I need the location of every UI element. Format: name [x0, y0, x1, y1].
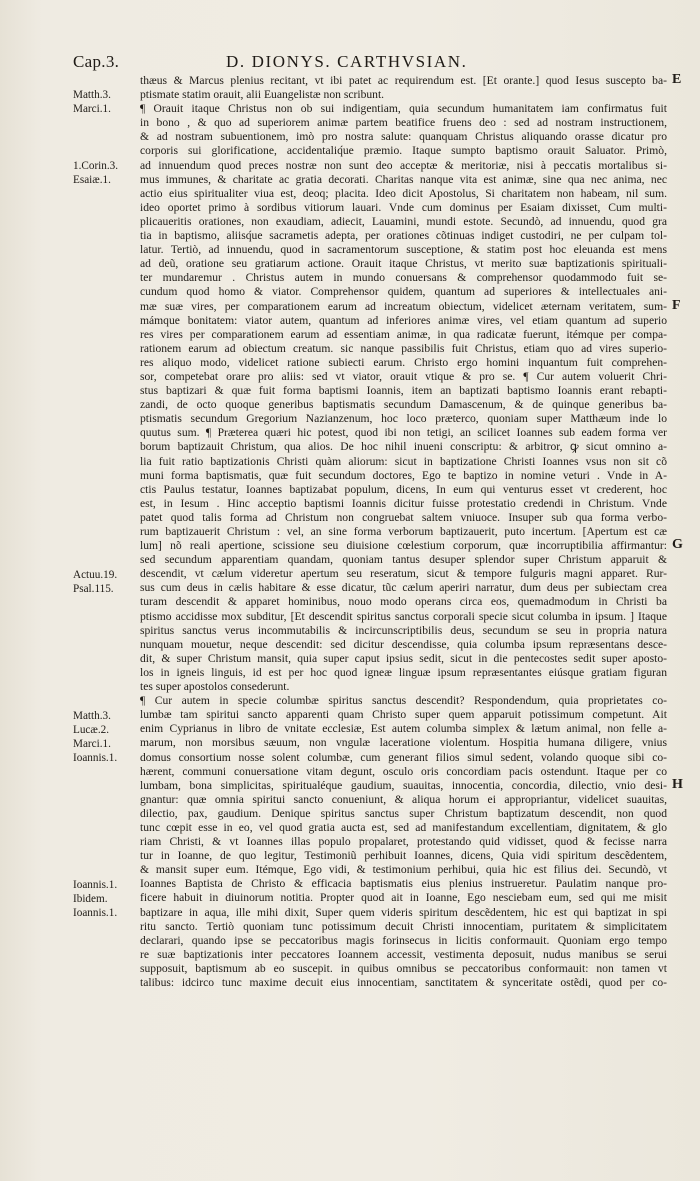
section-marker-letter: F — [672, 297, 681, 313]
section-marker-letter: E — [672, 72, 682, 87]
text-line: tunc cœpit esse in eo, vel quod gratia aucta est, sed ad manifestandum excellentiam, dignitatem, & glo — [140, 820, 667, 834]
text-line: lumbam, bona simplicitas, spiritualéque gaudium, suauitas, innocentia, concordia, dilectio, vnio desi- — [140, 778, 667, 792]
section-marker-letter: G — [672, 537, 683, 553]
margin-reference: Psal.115. — [73, 582, 114, 595]
margin-reference: Ibidem. — [73, 892, 108, 905]
text-line: spiritus sanctus verus incommutabilis & incircunscriptibilis deus, secundum se seu in propria natura — [140, 623, 667, 637]
text-line: marum, non morsibus sæuum, non vngulæ laceratione violentum. Hospitia humana diligere, vnius — [140, 736, 667, 750]
text-line: ctis Paulus testatur, Ioannes baptizabat populum, dicens, In eum qui venturus esset vt crederent, hoc — [140, 482, 667, 496]
text-line: baptizare in aqua, ille mihi dixit, Super quem videris spiritum descẽdentem, hic est qui baptizat in spi — [140, 905, 667, 919]
text-line: Ioannes Baptista de Christo & efficacia baptismatis eius plenius instrueretur. Paulatim nanque pro- — [140, 877, 667, 891]
margin-reference: Ioannis.1. — [73, 906, 118, 919]
text-line: mus immunes, & charitate ac gratia decorati. Charitas nanque vita est animæ, sine qua nec anima, nec — [140, 172, 667, 186]
text-line: & ad nostram subuentionem, imò pro nostra salute: quanquam Christus aliquando orasse dicatur pro — [140, 130, 667, 144]
running-title: D. DIONYS. CARTHVSIAN. — [226, 52, 468, 71]
margin-reference: Lucæ.2. — [73, 723, 110, 736]
text-line: ptismate statim orauit, alii Euangelistæ non scribunt. — [140, 88, 385, 102]
text-line: ficere habuit in diuinorum notitia. Propter quod ait in Ioanne, Ego nesciebam eum, sed qui me misit — [140, 891, 667, 905]
text-line: riam Christi, & vt Ioannes illas populo propalaret, protestando quid vidisset, quod & fecisse narra — [140, 835, 667, 849]
text-line: & mansit super eum. Itémque, Ego vidi, & testimonium perhibui, quia hic est filius dei. Secundò, vt — [140, 863, 667, 877]
text-line: stus baptizari & quæ fuit forma baptismi Ioannis, item an baptizati baptismo Ioannis erant rebapti- — [140, 384, 667, 398]
text-line: res aliquo modo, videlicet ratione subiecti earum. Christo ergo homini inquantum fuit comprehen- — [140, 355, 667, 369]
margin-reference: Marci.1. — [73, 737, 111, 750]
text-line: re suæ baptizationis inter peccatores Ioannem accessit, vestimenta deposuit, nudus manibus se serui — [140, 947, 667, 961]
text-line: res vires per comparationem earum ad essentiam animæ, in qua radicatæ fuerunt, itémque per compa- — [140, 327, 667, 341]
text-line: zandi, de octo quoque generibus baptismatis secundum Damascenum, & de quinque generibus ba- — [140, 398, 667, 412]
margin-reference: Marci.1. — [73, 103, 111, 116]
text-line: lum] nõ reali apertione, scissione seu diuisione cœlestium corporum, quæ incorruptibilia affirmantur: — [140, 539, 667, 553]
text-line: plicaueritis orationes, non exaudiam, adiecit, Lauamini, mundi estote. Secundò, ad innuendu, quod gra — [140, 214, 667, 228]
text-line: muni forma baptismatis, quæ fuit secundum doctores, Ego te baptizo in nomine veturi . Vnde in A- — [140, 468, 667, 482]
text-line: nunquam mouetur, neque descendit: sed dicitur descendisse, quia columba ipsum repræsentans desce- — [140, 637, 667, 651]
text-line: ptismo accidisse mox subditur, [Et descendit spiritus sanctus corporali specie sicut columba in ipsum. ] Itaque — [140, 609, 667, 623]
text-line: tes super apostolos consederunt. — [140, 680, 290, 694]
section-marker-letter: H — [672, 777, 683, 792]
text-line: talibus: idcirco tunc maxime decuit eius innocentiam, sanctitatem & synceritate ostẽdi, quod per co- — [140, 976, 667, 989]
margin-reference: Actuu.19. — [73, 568, 118, 581]
running-header — [73, 52, 673, 76]
text-line: corporis sui glorificatione, accidentaliq́ue præmio. Itaque sumpto baptismo orauit Saluator. Primò, — [140, 144, 667, 158]
text-line: actio eius spiritualiter viua est, deoq; placita. Ideo dicit Apostolus, Si charitatem non habeam, nil sum. — [140, 186, 667, 200]
text-line: ad innuendum quod preces nostræ non sunt deo acceptæ & meritoriæ, nisi à peccatis mortalibus si- — [140, 158, 667, 172]
text-line: supposuit, baptismum ab eo suscepit. in quibus omnibus se peccatoribus conformauit: non tamen vt — [140, 961, 667, 975]
text-line: ideo oportet primo à sordibus vitiorum lauari. Vnde cum dominus per Esaiam dixisset, Cum multi- — [140, 200, 667, 214]
text-line: patet quod talis forma ad Christum non congruebat saltem vniuoce. Insuper sub qua forma verbo- — [140, 510, 667, 524]
text-line: dilectio, pax, gaudium. Denique spiritus sanctus super Christum baptizatum descendit, non quod — [140, 806, 667, 820]
text-line: mæ suæ vires, per comparationem earum ad increatum obiectum, videlicet æternam veritatem, sum- — [140, 299, 667, 313]
text-line: quutus sum. ¶ Præterea quæri hic potest, quod ibi non tetigi, an scilicet Ioannes sub eadem forma ver — [140, 426, 667, 440]
text-line: ¶ Cur autem in specie columbæ spiritus sanctus descendit? Respondendum, quia proprietates co- — [140, 694, 667, 708]
text-line: domus consortium nosse solent columbæ, cum generant filios simul sedent, volando quoque sibi co- — [140, 750, 667, 764]
text-line: thæus & Marcus plenius recitant, vt ibi patet ac requirendum est. [Et orante.] quod Iesus suscepto ba- — [140, 74, 667, 87]
text-line: borum baptizauit Christum, qua alios. De hoc nihil inueni conscriptu: & arbitror, ꝙ sicut omnino a- — [140, 440, 667, 454]
text-line: ¶ Orauit itaque Christus non ob sui indigentiam, quia secundum humanitatem iam confirmatus fuit — [140, 102, 667, 116]
text-line: gnantur: quæ omnia spiritui sancto conueniunt, & aliqua horum ei appropriantur, videlicet suauitas, — [140, 792, 667, 806]
text-line: tia in baptismo, aliisq́ue sacrametis adepta, per orationes cõtinuas indiget custodiri, ne per culpam tol- — [140, 229, 667, 243]
text-line: sor, competebat orare pro aliis: sed vt viator, orauit vtique & pro se. ¶ Cur autem voluerit Chri- — [140, 369, 667, 383]
text-line: in bono , & quo ad superiorem animæ partem beatifice fruens deo : sed ad nostram instructionem, — [140, 116, 667, 130]
text-line: rum baptizauerit Christum : vel, an sine forma verborum baptizauerit, puto incertum. [Apertum est cæ — [140, 525, 667, 538]
text-line: los in igneis linguis, id est per hoc quod igneæ linguæ ipsum repræsentantes eiúsque gratiam figuran — [140, 665, 667, 679]
text-line: turam descendit & apparet hominibus, nouo modo operans circa eos, quemadmodum in Christi ba — [140, 595, 667, 609]
text-line: sed secundum apparentiam quandam, quoniam tantus desuper splendor super Christum apparuit & — [140, 553, 667, 567]
text-line: lia fuit ratio baptizationis Christi quàm aliorum: sicut in baptizatione Christi Ioannes vsus non sit cõ — [140, 454, 667, 468]
margin-reference: Matth.3. — [73, 89, 111, 102]
text-line: rationem earum ad obiectum creatum. sic nanque passibilis fuit Christus, etiam quo ad vires superio- — [140, 341, 667, 355]
margin-reference: Matth.3. — [73, 709, 111, 722]
chapter-label: Cap.3. — [73, 52, 120, 71]
text-line: descendit, vt cælum videretur apertum seu reseratum, sicut & tempore fulguris magni apparet. Rur- — [140, 567, 667, 581]
margin-reference: Ioannis.1. — [73, 751, 118, 764]
text-line: sus cum deus in cælis habitare & esse dicatur, tũc cælum aperiri narratur, dum deus per subiectam crea — [140, 581, 667, 595]
text-line: ter mundaremur . Christus autem in mundo conuersans & comprehensor quodammodo fuit se- — [140, 271, 667, 285]
text-line: ad deũ, oratione seu gratiarum actione. Orauit itaque Christus, vt merito suæ baptizationis spirituali- — [140, 257, 667, 271]
text-line: declarari, quando ipse se peccatoribus magis forinsecus in licitis conformauit. Quoniam ergo tempo — [140, 933, 667, 947]
margin-reference: Ioannis.1. — [73, 878, 118, 891]
text-line: enim Cyprianus in libro de vnitate ecclesiæ, Est autem columba simplex & lætum animal, non felle a- — [140, 722, 667, 736]
main-text-column — [140, 74, 667, 990]
text-line: dit, & super Christum mansit, quia super caput ipsius sedit, sicut in die pentecostes sedit super aposto- — [140, 651, 667, 665]
text-line: ritu sancto. Tertiò quoniam tunc potissimum decuit Christi innocentiam, puritatem & simplicitatem — [140, 919, 667, 933]
text-line: tur in Ioanne, de quo legitur, Testimoniũ perhibuit Ioannes, dicens, Quia vidi spiritum descẽdentem, — [140, 849, 667, 863]
text-line: cundum quod homo & viator. Comprehensor quidem, quantum ad superiores & intellectuales ani- — [140, 285, 667, 299]
text-line: latur. Tertiò, ad innuendu, quod in sacramentorum susceptione, & statim post hoc eleuanda est mens — [140, 243, 667, 257]
text-line: hærent, communi conuersatione vitam degunt, osculo oris concordiam pacis ostendunt. Itaque per co — [140, 764, 667, 778]
text-line: ptismatis secundum Gregorium Nazianzenum, hoc loco præterco, quoniam super Matthæum inde lo — [140, 412, 667, 426]
text-line: est, in Iesum . Hinc acceptio baptismi Ioannis dicitur fuisse protestatio credendi in Christum. Vnde — [140, 496, 667, 510]
text-line: mámque bonitatem: viator autem, quantum ad inferiores animæ vires, vel etiam quantum ad superio — [140, 313, 667, 327]
text-line: lumbæ tam spiritui sancto apparenti quam Christo super quem apparuit potissimum competunt. Ait — [140, 708, 667, 722]
margin-reference: 1.Corin.3. — [73, 159, 119, 172]
margin-reference: Esaiæ.1. — [73, 173, 111, 186]
